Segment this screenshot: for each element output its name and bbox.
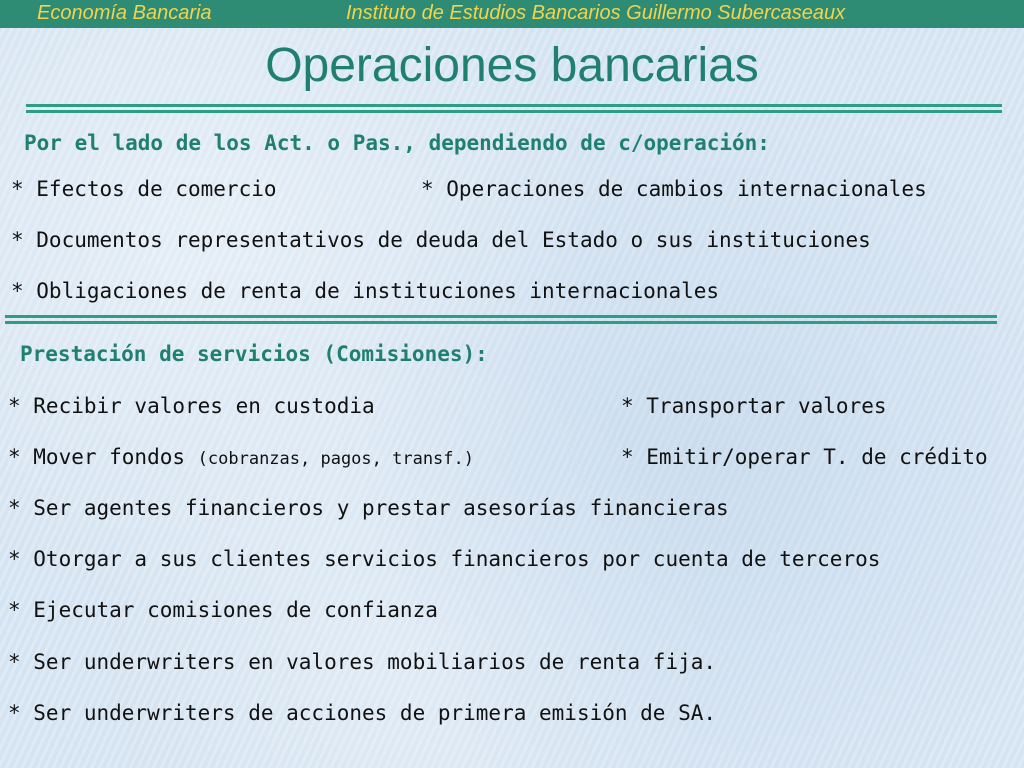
- page-title: Operaciones bancarias: [265, 39, 759, 92]
- list-item-note: (cobranzas, pagos, transf.): [197, 449, 474, 469]
- course-title: Economía Bancaria: [37, 2, 212, 24]
- list-item: * Ser underwriters en valores mobiliarios de renta fija.: [8, 650, 717, 674]
- list-item: * Emitir/operar T. de crédito: [621, 445, 988, 469]
- list-item: * Otorgar a sus clientes servicios financieros por cuenta de terceros: [8, 547, 881, 571]
- list-item: * Operaciones de cambios internacionales: [421, 177, 927, 201]
- section-divider-top: [5, 315, 997, 318]
- list-item: * Efectos de comercio: [11, 177, 277, 201]
- list-item: * Recibir valores en custodia: [8, 394, 375, 418]
- title-divider-top: [26, 104, 1002, 107]
- section-divider-bottom: [5, 321, 997, 324]
- header-bar: [0, 0, 1024, 28]
- list-item: [8, 445, 474, 469]
- list-item: * Transportar valores: [621, 394, 887, 418]
- section-heading-services: Prestación de servicios (Comisiones):: [20, 342, 488, 366]
- list-item: * Ejecutar comisiones de confianza: [8, 598, 438, 622]
- list-item: * Ser underwriters de acciones de primera emisión de SA.: [8, 701, 717, 725]
- title-divider-bottom: [26, 110, 1002, 113]
- list-item-main: * Mover fondos: [8, 445, 198, 469]
- list-item: * Documentos representativos de deuda del Estado o sus instituciones: [11, 228, 871, 252]
- section-heading-assets-liabilities: Por el lado de los Act. o Pas., dependiendo de c/operación:: [24, 131, 770, 155]
- list-item: * Ser agentes financieros y prestar asesorías financieras: [8, 496, 729, 520]
- list-item: * Obligaciones de renta de instituciones internacionales: [11, 279, 720, 303]
- institute-name: Instituto de Estudios Bancarios Guillermo Subercaseaux: [346, 2, 846, 24]
